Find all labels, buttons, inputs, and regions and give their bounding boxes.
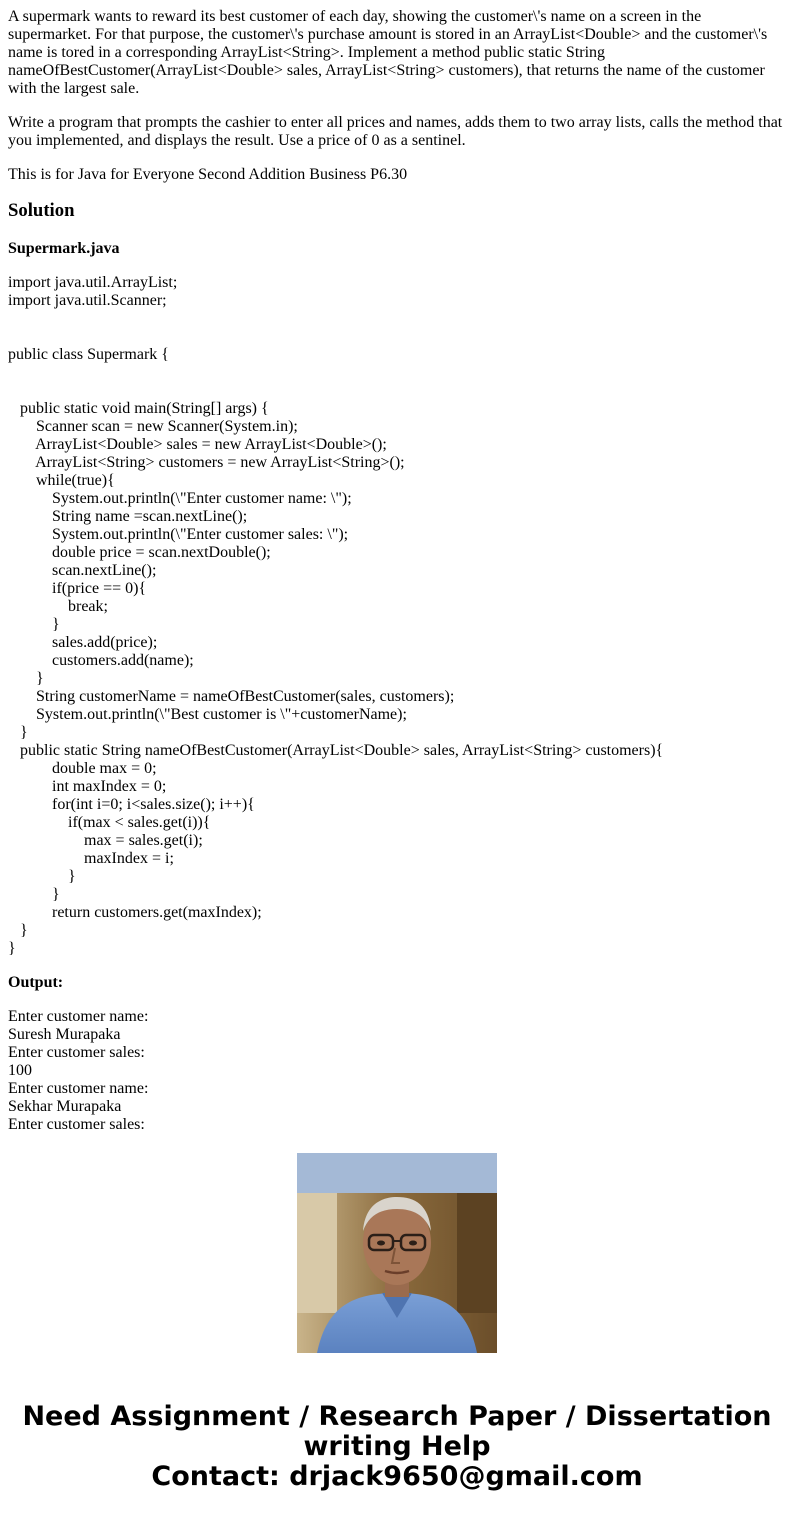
author-photo	[297, 1153, 497, 1353]
question-paragraph-3: This is for Java for Everyone Second Addition Business P6.30	[8, 166, 408, 183]
banner-contact: Contact: drjack9650@gmail.com	[151, 1461, 643, 1492]
solution-filename: Supermark.java	[8, 240, 120, 257]
question-paragraph-2: Write a program that prompts the cashier to enter all prices and names, adds them to two array lists, calls the method that you implemented, and displays the result. Use a price of 0 as a sentinel.	[8, 114, 783, 149]
program-output: Enter customer name: Suresh Murapaka Enter customer sales: 100 Enter customer name: Sekhar Murapaka Enter customer sales:	[8, 1008, 149, 1133]
solution-heading: Solution	[8, 200, 75, 221]
banner-line-2: writing Help	[303, 1431, 491, 1462]
output-heading: Output:	[8, 974, 64, 991]
question-paragraph-1: A supermark wants to reward its best customer of each day, showing the customer\'s name on a screen in the supermarket. For that purpose, the customer\'s purchase amount is stored in an ArrayList<Double> and the customer\'s name is tored in a corresponding ArrayList<String>. Implement a method public static String nameOfBestCustomer(ArrayList<Double> sales, ArrayList<String> customers), that returns the name of the customer with the largest sale.	[8, 8, 768, 97]
document-content	[8, 8, 786, 1133]
solution-code: import java.util.ArrayList; import java.util.Scanner; public class Supermark { public static void main(String[] args) { Scanner scan = new Scanner(System.in); ArrayList<Double> sales = new ArrayList<Double>(); ArrayList<String> customers = new ArrayList<String>(); while(true){ System.out.println(\"Enter customer name: \"); String name =scan.nextLine(); System.out.println(\"Enter customer sales: \"); double price = scan.nextDouble(); scan.nextLine(); if(price == 0){ break; } sales.add(price); customers.add(name); } String customerName = nameOfBestCustomer(sales, customers); System.out.println(\"Best customer is \"+customerName); } public static String nameOfBestCustomer(ArrayList<Double> sales, ArrayList<String> customers){ double max = 0; int maxIndex = 0; for(int i=0; i<sales.size(); i++){ if(max < sales.get(i)){ max = sales.get(i); maxIndex = i; } } return customers.get(maxIndex); } }	[8, 274, 664, 957]
banner-line-1: Need Assignment / Research Paper / Dissertation	[22, 1401, 772, 1432]
promo-banner	[0, 1402, 794, 1492]
